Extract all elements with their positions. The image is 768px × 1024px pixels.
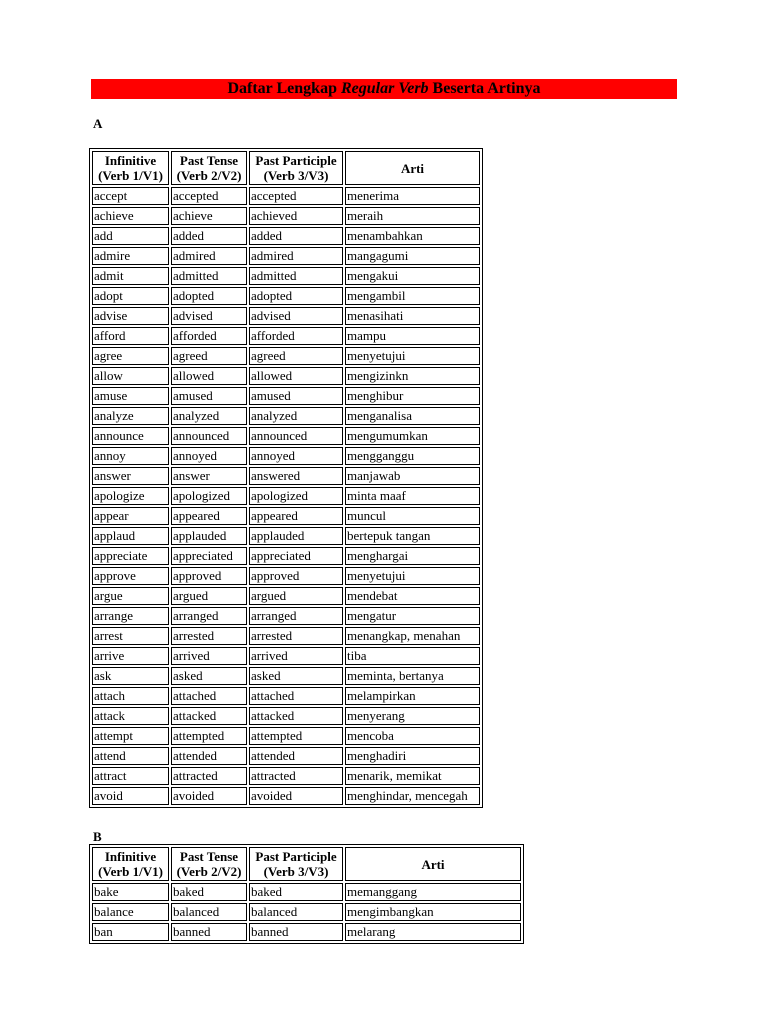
cell-arti: menasihati (345, 307, 480, 325)
cell-past-participle: afforded (249, 327, 343, 345)
cell-infinitive: admire (92, 247, 169, 265)
cell-past-tense: annoyed (171, 447, 247, 465)
cell-past-participle: allowed (249, 367, 343, 385)
cell-arti: mengatur (345, 607, 480, 625)
header-past-tense: Past Tense (Verb 2/V2) (171, 847, 247, 881)
cell-infinitive: agree (92, 347, 169, 365)
cell-arti: menganalisa (345, 407, 480, 425)
cell-past-tense: added (171, 227, 247, 245)
cell-arti: meminta, bertanya (345, 667, 480, 685)
table-row (92, 227, 480, 245)
table-row (92, 687, 480, 705)
cell-infinitive: amuse (92, 387, 169, 405)
cell-arti: meraih (345, 207, 480, 225)
cell-infinitive: approve (92, 567, 169, 585)
table-row (92, 667, 480, 685)
cell-infinitive: analyze (92, 407, 169, 425)
header-infinitive: Infinitive (Verb 1/V1) (92, 847, 169, 881)
cell-past-tense: announced (171, 427, 247, 445)
table-row (92, 447, 480, 465)
cell-infinitive: attract (92, 767, 169, 785)
cell-infinitive: argue (92, 587, 169, 605)
cell-past-tense: amused (171, 387, 247, 405)
cell-arti: menghindar, mencegah (345, 787, 480, 805)
cell-past-tense: accepted (171, 187, 247, 205)
table-row (92, 587, 480, 605)
cell-infinitive: applaud (92, 527, 169, 545)
header-arti: Arti (345, 151, 480, 185)
cell-past-tense: avoided (171, 787, 247, 805)
section-letter-a: A (93, 116, 103, 131)
table-row (92, 903, 521, 921)
cell-past-tense: approved (171, 567, 247, 585)
table-row (92, 567, 480, 585)
table-row (92, 427, 480, 445)
cell-arti: menghibur (345, 387, 480, 405)
cell-past-participle: arrested (249, 627, 343, 645)
cell-arti: mangagumi (345, 247, 480, 265)
cell-infinitive: adopt (92, 287, 169, 305)
header-past-participle: Past Participle (Verb 3/V3) (249, 847, 343, 881)
cell-infinitive: bake (92, 883, 169, 901)
cell-infinitive: attend (92, 747, 169, 765)
cell-past-tense: argued (171, 587, 247, 605)
cell-infinitive: ban (92, 923, 169, 941)
cell-past-participle: banned (249, 923, 343, 941)
cell-infinitive: apologize (92, 487, 169, 505)
cell-past-tense: balanced (171, 903, 247, 921)
table-row (92, 347, 480, 365)
cell-infinitive: annoy (92, 447, 169, 465)
cell-past-participle: asked (249, 667, 343, 685)
cell-arti: mendebat (345, 587, 480, 605)
verb-table-b (89, 844, 524, 944)
table-row (92, 327, 480, 345)
cell-arti: memanggang (345, 883, 521, 901)
cell-arti: minta maaf (345, 487, 480, 505)
cell-arti: menangkap, menahan (345, 627, 480, 645)
cell-past-tense: applauded (171, 527, 247, 545)
cell-past-tense: analyzed (171, 407, 247, 425)
cell-infinitive: arrest (92, 627, 169, 645)
cell-past-tense: appeared (171, 507, 247, 525)
verb-table-a (89, 148, 483, 808)
cell-arti: melampirkan (345, 687, 480, 705)
table-row (92, 607, 480, 625)
cell-past-tense: agreed (171, 347, 247, 365)
cell-infinitive: arrange (92, 607, 169, 625)
cell-arti: menambahkan (345, 227, 480, 245)
header-arti: Arti (345, 847, 521, 881)
cell-arti: mengumumkan (345, 427, 480, 445)
cell-infinitive: afford (92, 327, 169, 345)
table-row (92, 627, 480, 645)
table-row (92, 527, 480, 545)
table-row (92, 387, 480, 405)
table-row (92, 307, 480, 325)
cell-infinitive: answer (92, 467, 169, 485)
cell-infinitive: appreciate (92, 547, 169, 565)
cell-past-participle: attacked (249, 707, 343, 725)
cell-infinitive: ask (92, 667, 169, 685)
table-row (92, 727, 480, 745)
cell-infinitive: add (92, 227, 169, 245)
cell-infinitive: appear (92, 507, 169, 525)
cell-past-participle: advised (249, 307, 343, 325)
cell-infinitive: attach (92, 687, 169, 705)
cell-past-tense: allowed (171, 367, 247, 385)
cell-arti: menyerang (345, 707, 480, 725)
cell-past-participle: approved (249, 567, 343, 585)
cell-past-participle: arrived (249, 647, 343, 665)
table-row (92, 267, 480, 285)
table-row (92, 407, 480, 425)
cell-infinitive: balance (92, 903, 169, 921)
cell-arti: menyetujui (345, 347, 480, 365)
cell-past-tense: arrested (171, 627, 247, 645)
table-row (92, 883, 521, 901)
table-row (92, 707, 480, 725)
cell-infinitive: advise (92, 307, 169, 325)
cell-past-tense: arranged (171, 607, 247, 625)
cell-arti: tiba (345, 647, 480, 665)
cell-past-participle: apologized (249, 487, 343, 505)
section-letter-b: B (93, 829, 102, 844)
cell-past-participle: avoided (249, 787, 343, 805)
cell-infinitive: attempt (92, 727, 169, 745)
table-row (92, 507, 480, 525)
cell-past-participle: attached (249, 687, 343, 705)
cell-past-participle: admitted (249, 267, 343, 285)
cell-arti: mengambil (345, 287, 480, 305)
table-row (92, 787, 480, 805)
cell-arti: muncul (345, 507, 480, 525)
cell-past-participle: arranged (249, 607, 343, 625)
cell-past-tense: admired (171, 247, 247, 265)
cell-arti: melarang (345, 923, 521, 941)
table-row (92, 467, 480, 485)
cell-past-tense: attended (171, 747, 247, 765)
table-row (92, 923, 521, 941)
cell-arti: mengakui (345, 267, 480, 285)
cell-past-tense: adopted (171, 287, 247, 305)
cell-past-tense: answer (171, 467, 247, 485)
header-past-participle: Past Participle (Verb 3/V3) (249, 151, 343, 185)
cell-arti: mengganggu (345, 447, 480, 465)
cell-infinitive: accept (92, 187, 169, 205)
cell-infinitive: achieve (92, 207, 169, 225)
cell-past-participle: argued (249, 587, 343, 605)
cell-arti: menghargai (345, 547, 480, 565)
cell-arti: menghadiri (345, 747, 480, 765)
cell-past-tense: achieve (171, 207, 247, 225)
cell-past-participle: appeared (249, 507, 343, 525)
cell-past-tense: advised (171, 307, 247, 325)
table-row (92, 647, 480, 665)
cell-past-participle: annoyed (249, 447, 343, 465)
table-header-row (92, 151, 480, 185)
cell-past-participle: achieved (249, 207, 343, 225)
cell-past-tense: banned (171, 923, 247, 941)
cell-infinitive: attack (92, 707, 169, 725)
cell-infinitive: arrive (92, 647, 169, 665)
cell-infinitive: avoid (92, 787, 169, 805)
cell-past-participle: answered (249, 467, 343, 485)
cell-arti: menarik, memikat (345, 767, 480, 785)
cell-past-participle: announced (249, 427, 343, 445)
header-infinitive: Infinitive (Verb 1/V1) (92, 151, 169, 185)
cell-arti: menerima (345, 187, 480, 205)
table-row (92, 487, 480, 505)
cell-past-participle: attracted (249, 767, 343, 785)
cell-past-participle: appreciated (249, 547, 343, 565)
cell-arti: manjawab (345, 467, 480, 485)
cell-past-participle: admired (249, 247, 343, 265)
cell-past-participle: added (249, 227, 343, 245)
table-row (92, 767, 480, 785)
cell-past-participle: attended (249, 747, 343, 765)
cell-past-participle: analyzed (249, 407, 343, 425)
cell-past-participle: applauded (249, 527, 343, 545)
cell-past-tense: baked (171, 883, 247, 901)
header-past-tense: Past Tense (Verb 2/V2) (171, 151, 247, 185)
cell-past-tense: attacked (171, 707, 247, 725)
cell-infinitive: allow (92, 367, 169, 385)
cell-past-tense: apologized (171, 487, 247, 505)
cell-infinitive: announce (92, 427, 169, 445)
cell-past-participle: amused (249, 387, 343, 405)
table-row (92, 367, 480, 385)
table-row (92, 247, 480, 265)
cell-arti: mencoba (345, 727, 480, 745)
cell-infinitive: admit (92, 267, 169, 285)
cell-arti: mengimbangkan (345, 903, 521, 921)
cell-past-tense: attracted (171, 767, 247, 785)
cell-arti: mengizinkn (345, 367, 480, 385)
cell-past-tense: arrived (171, 647, 247, 665)
cell-arti: mampu (345, 327, 480, 345)
cell-past-participle: attempted (249, 727, 343, 745)
page-title: Daftar Lengkap Regular Verb Beserta Artinya (91, 79, 677, 99)
cell-past-tense: asked (171, 667, 247, 685)
cell-past-participle: balanced (249, 903, 343, 921)
cell-past-tense: attempted (171, 727, 247, 745)
table-row (92, 747, 480, 765)
cell-past-tense: afforded (171, 327, 247, 345)
cell-past-participle: baked (249, 883, 343, 901)
table-row (92, 187, 480, 205)
cell-past-participle: agreed (249, 347, 343, 365)
cell-arti: bertepuk tangan (345, 527, 480, 545)
cell-past-tense: admitted (171, 267, 247, 285)
cell-past-tense: appreciated (171, 547, 247, 565)
cell-past-participle: adopted (249, 287, 343, 305)
table-row (92, 547, 480, 565)
cell-arti: menyetujui (345, 567, 480, 585)
table-row (92, 287, 480, 305)
table-header-row (92, 847, 521, 881)
cell-past-participle: accepted (249, 187, 343, 205)
table-row (92, 207, 480, 225)
cell-past-tense: attached (171, 687, 247, 705)
